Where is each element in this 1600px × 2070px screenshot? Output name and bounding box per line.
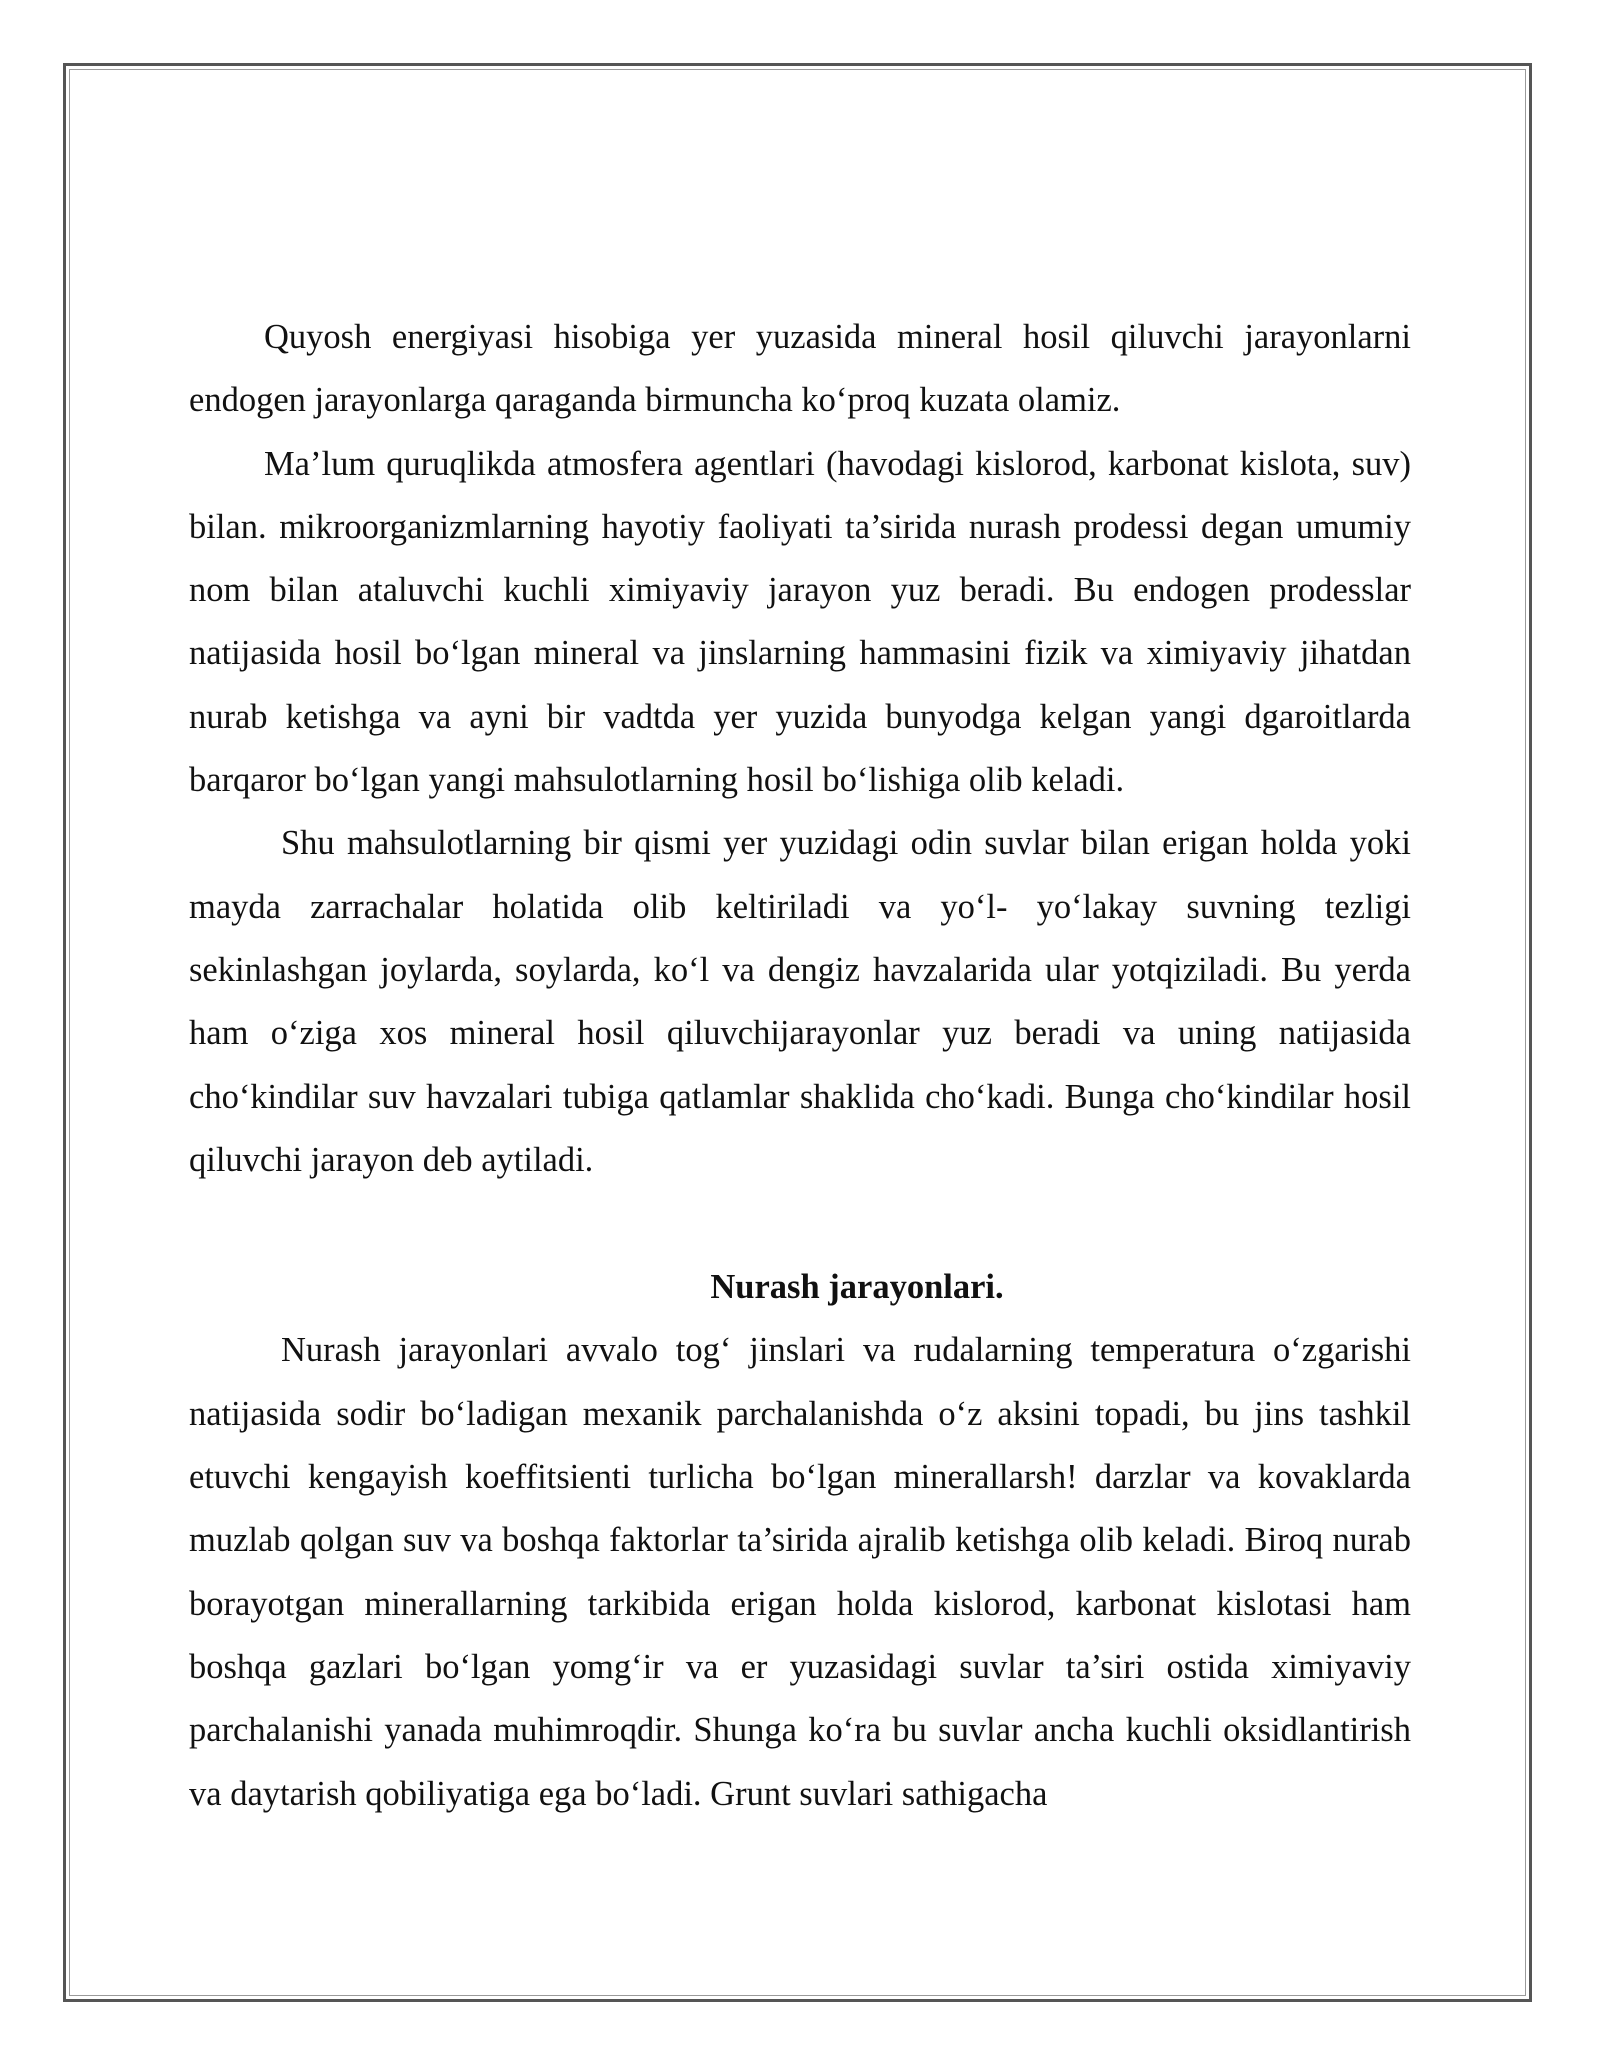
section-heading: Nurash jarayonlari. (710, 1268, 1004, 1307)
document-body (189, 306, 1411, 1826)
paragraph-3: Shu mahsulotlarning bir qismi yer yuzidagi odin suvlar bilan erigan holda yoki mayda zarrachalar holatida olib keltiriladi va yo‘l- yo‘lakay suvning tezligi sekinlashgan joylarda, soylarda, ko‘l va dengiz havzalarida ular yotqiziladi. Bu yerda ham o‘ziga xos mineral hosil qiluvchijarayonlar yuz beradi va uning natijasida cho‘kindilar suv havzalari tubiga qatlamlar shaklida cho‘kadi. Bunga cho‘kindilar hosil qiluvchi jarayon deb aytiladi. (189, 824, 1411, 1179)
paragraph-1: Quyosh energiyasi hisobiga yer yuzasida mineral hosil qiluvchi jarayonlarni endogen jarayonlarga qaraganda birmuncha ko‘proq kuzata olamiz. (189, 318, 1411, 420)
section-paragraph: Nurash jarayonlari avvalo tog‘ jinslari va rudalarning temperatura o‘zgarishi natijasida sodir bo‘ladigan mexanik parchalanishda o‘z aksini topadi, bu jins tashkil etuvchi kengayish koeffitsienti turlicha bo‘lgan minerallarsh! darzlar va kovaklarda muzlab qolgan suv va boshqa faktorlar ta’sirida ajralib ketishga olib keladi. Biroq nurab borayotgan minerallarning tarkibida erigan holda kislorod, karbonat kislotasi ham boshqa gazlari bo‘lgan yomg‘ir va er yuzasidagi suvlar ta’siri ostida ximiyaviy parchalanishi yanada muhimroqdir. Shunga ko‘ra bu suvlar ancha kuchli oksidlantirish va daytarish qobiliyatiga ega bo‘ladi. Grunt suvlari sathigacha (189, 1331, 1411, 1813)
paragraph-2: Ma’lum quruqlikda atmosfera agentlari (havodagi kislorod, karbonat kislota, suv) bilan. mikroorganizmlarning hayotiy faoliyati ta’sirida nurash prodessi degan umumiy nom bilan ataluvchi kuchli ximiyaviy jarayon yuz beradi. Bu endogen prodesslar natijasida hosil bo‘lgan mineral va jinslarning hammasini fizik va ximiyaviy jihatdan nurab ketishga va ayni bir vadtda yer yuzida bunyodga kelgan yangi dgaroitlarda barqaror bo‘lgan yangi mahsulotlarning hosil bo‘lishiga olib keladi. (189, 444, 1411, 800)
